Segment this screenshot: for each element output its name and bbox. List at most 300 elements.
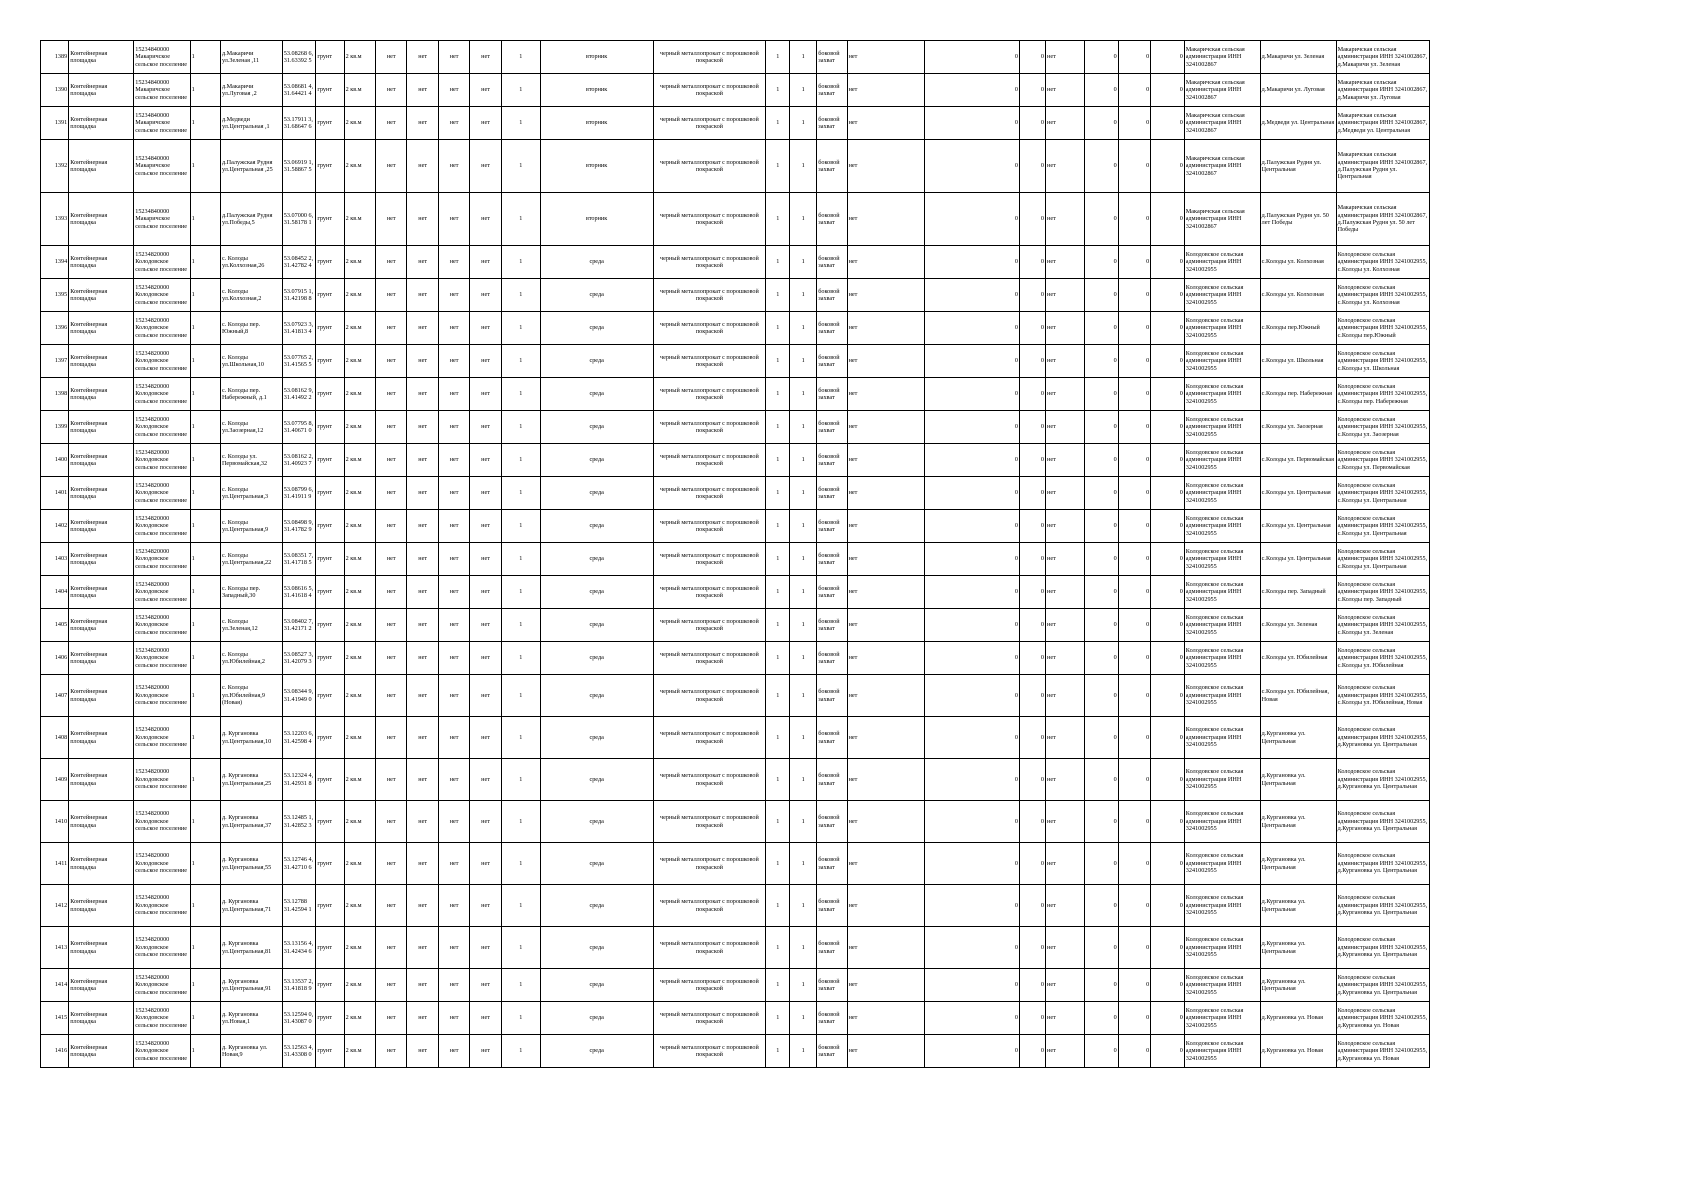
cell-container-material: черный металлопрокат с порошковой покраской [653, 543, 766, 576]
cell-description: Колодовское сельская администрация ИНН 3241002955, с.Колоды ул. Юбилейная, Новая [1336, 675, 1429, 717]
cell-yes-no-2: нет [1046, 1035, 1085, 1068]
cell-flag-2: нет [407, 675, 438, 717]
cell-flag-4: нет [470, 140, 501, 193]
cell-value-z5: 0 [1151, 801, 1185, 843]
cell-value-z3: 0 [1085, 759, 1119, 801]
cell-loading-type: боковой захват [817, 543, 847, 576]
cell-value-b: 1 [790, 543, 817, 576]
cell-row-number: 1396 [41, 312, 69, 345]
cell-description: Колодовское сельская администрация ИНН 3241002955, д.Кургановка ул. Центральная [1336, 759, 1429, 801]
cell-flag-1: нет [376, 1035, 407, 1068]
cell-row-number: 1394 [41, 246, 69, 279]
cell-description: Колодовское сельская администрация ИНН 3241002955, с.Колоды ул. Заозерная [1336, 411, 1429, 444]
cell-value-a: 1 [766, 759, 790, 801]
cell-value-z5: 0 [1151, 477, 1185, 510]
cell-value-b: 1 [790, 444, 817, 477]
cell-value-z5: 0 [1151, 759, 1185, 801]
cell-collection-day: среда [540, 444, 653, 477]
cell-description: Макаричская сельская администрация ИНН 3241002867, д.Медведи ул. Центральная [1336, 107, 1429, 140]
cell-loading-type: боковой захват [817, 759, 847, 801]
cell-value-b: 1 [790, 279, 817, 312]
cell-value-z5: 0 [1151, 609, 1185, 642]
table-row [41, 1035, 1430, 1068]
cell-value-b: 1 [790, 801, 817, 843]
cell-value-z3: 0 [1085, 193, 1119, 246]
cell-value-a: 1 [766, 246, 790, 279]
cell-flag-4: нет [470, 717, 501, 759]
cell-yes-no-2: нет [1046, 444, 1085, 477]
cell-container-material: черный металлопрокат с порошковой покраской [653, 609, 766, 642]
cell-value-z5: 0 [1151, 345, 1185, 378]
cell-owner: Колодовское сельская администрация ИНН 3241002955 [1184, 279, 1260, 312]
cell-container-material: черный металлопрокат с порошковой покраской [653, 193, 766, 246]
cell-flag-2: нет [407, 312, 438, 345]
cell-yes-no-2: нет [1046, 411, 1085, 444]
cell-value-z1: 0 [924, 477, 1019, 510]
cell-value-z2: 0 [1020, 1002, 1046, 1035]
cell-facility-type: Контейнерная площадка [69, 411, 134, 444]
cell-owner: Колодовское сельская администрация ИНН 3241002955 [1184, 246, 1260, 279]
cell-collection-day: среда [540, 510, 653, 543]
cell-source-address: с.Колоды ул. Колхозная [1260, 279, 1336, 312]
cell-area: 2 кв.м [344, 378, 375, 411]
cell-yes-no-2: нет [1046, 246, 1085, 279]
cell-container-count: 1 [501, 74, 540, 107]
cell-address: д. Кургановка ул.Центральная,55 [220, 843, 282, 885]
cell-source-address: д.Кургановка ул. Новая [1260, 1002, 1336, 1035]
cell-owner: Колодовское сельская администрация ИНН 3241002955 [1184, 345, 1260, 378]
table-row [41, 675, 1430, 717]
cell-flag-4: нет [470, 510, 501, 543]
cell-flag-2: нет [407, 717, 438, 759]
cell-count-flag: 1 [190, 576, 220, 609]
cell-container-material: черный металлопрокат с порошковой покраской [653, 411, 766, 444]
cell-area: 2 кв.м [344, 759, 375, 801]
cell-value-z2: 0 [1020, 885, 1046, 927]
cell-area: 2 кв.м [344, 927, 375, 969]
cell-flag-3: нет [438, 74, 469, 107]
cell-loading-type: боковой захват [817, 609, 847, 642]
cell-surface: грунт [316, 759, 344, 801]
cell-collection-day: вторник [540, 41, 653, 74]
cell-row-number: 1407 [41, 675, 69, 717]
cell-coordinates: 53.08527 3, 31.42079 3 [282, 642, 316, 675]
cell-settlement: 15234820000 Колодовское сельское поселение [134, 717, 190, 759]
cell-loading-type: боковой захват [817, 801, 847, 843]
cell-value-z5: 0 [1151, 378, 1185, 411]
cell-surface: грунт [316, 312, 344, 345]
cell-flag-4: нет [470, 885, 501, 927]
cell-value-a: 1 [766, 843, 790, 885]
cell-surface: грунт [316, 576, 344, 609]
cell-facility-type: Контейнерная площадка [69, 801, 134, 843]
cell-yes-no-2: нет [1046, 279, 1085, 312]
cell-loading-type: боковой захват [817, 140, 847, 193]
cell-yes-no: нет [847, 246, 924, 279]
cell-flag-4: нет [470, 378, 501, 411]
table-row [41, 107, 1430, 140]
cell-value-z1: 0 [924, 969, 1019, 1002]
cell-loading-type: боковой захват [817, 885, 847, 927]
cell-value-b: 1 [790, 74, 817, 107]
cell-yes-no-2: нет [1046, 969, 1085, 1002]
cell-container-material: черный металлопрокат с порошковой покраской [653, 246, 766, 279]
cell-coordinates: 53.12788 31.42594 1 [282, 885, 316, 927]
cell-container-count: 1 [501, 107, 540, 140]
cell-flag-2: нет [407, 1002, 438, 1035]
cell-count-flag: 1 [190, 642, 220, 675]
cell-settlement: 15234820000 Колодовское сельское поселение [134, 675, 190, 717]
cell-count-flag: 1 [190, 107, 220, 140]
table-row [41, 312, 1430, 345]
cell-settlement: 15234820000 Колодовское сельское поселение [134, 378, 190, 411]
cell-flag-4: нет [470, 411, 501, 444]
cell-flag-3: нет [438, 642, 469, 675]
cell-description: Макаричская сельская администрация ИНН 3241002867, д.Макаричи ул. Зеленая [1336, 41, 1429, 74]
cell-loading-type: боковой захват [817, 675, 847, 717]
cell-owner: Колодовское сельская администрация ИНН 3241002955 [1184, 543, 1260, 576]
cell-yes-no-2: нет [1046, 609, 1085, 642]
cell-value-z4: 0 [1118, 759, 1151, 801]
cell-row-number: 1389 [41, 41, 69, 74]
cell-flag-4: нет [470, 246, 501, 279]
cell-address: д.Макаричи ул.Зеленая ,11 [220, 41, 282, 74]
cell-value-z3: 0 [1085, 74, 1119, 107]
cell-address: с. Колоды ул.Центральная,3 [220, 477, 282, 510]
cell-flag-2: нет [407, 41, 438, 74]
cell-container-material: черный металлопрокат с порошковой покраской [653, 969, 766, 1002]
cell-value-b: 1 [790, 107, 817, 140]
cell-value-z5: 0 [1151, 444, 1185, 477]
cell-container-material: черный металлопрокат с порошковой покраской [653, 41, 766, 74]
cell-value-a: 1 [766, 642, 790, 675]
cell-value-z5: 0 [1151, 510, 1185, 543]
cell-area: 2 кв.м [344, 74, 375, 107]
cell-owner: Колодовское сельская администрация ИНН 3241002955 [1184, 759, 1260, 801]
cell-flag-4: нет [470, 801, 501, 843]
cell-yes-no: нет [847, 1002, 924, 1035]
cell-container-material: черный металлопрокат с порошковой покраской [653, 477, 766, 510]
cell-coordinates: 53.17911 3, 31.68647 6 [282, 107, 316, 140]
cell-address: с. Колоды ул.Колхозная,2 [220, 279, 282, 312]
cell-source-address: д.Кургановка ул. Новая [1260, 1035, 1336, 1068]
cell-flag-1: нет [376, 1002, 407, 1035]
cell-area: 2 кв.м [344, 411, 375, 444]
cell-container-count: 1 [501, 843, 540, 885]
cell-value-z1: 0 [924, 717, 1019, 759]
cell-flag-1: нет [376, 969, 407, 1002]
cell-value-z4: 0 [1118, 312, 1151, 345]
table-row [41, 717, 1430, 759]
cell-flag-1: нет [376, 74, 407, 107]
cell-flag-3: нет [438, 140, 469, 193]
table-row [41, 1002, 1430, 1035]
cell-yes-no: нет [847, 477, 924, 510]
cell-container-material: черный металлопрокат с порошковой покраской [653, 885, 766, 927]
cell-address: с. Колоды пер. Набережный, д.1 [220, 378, 282, 411]
cell-yes-no-2: нет [1046, 107, 1085, 140]
cell-value-z4: 0 [1118, 345, 1151, 378]
cell-flag-4: нет [470, 193, 501, 246]
cell-container-count: 1 [501, 378, 540, 411]
cell-value-z1: 0 [924, 675, 1019, 717]
cell-owner: Колодовское сельская администрация ИНН 3241002955 [1184, 642, 1260, 675]
cell-row-number: 1415 [41, 1002, 69, 1035]
cell-address: с. Колоды ул.Зеленая,12 [220, 609, 282, 642]
cell-source-address: д.Палужская Рудня ул. Центральная [1260, 140, 1336, 193]
cell-owner: Колодовское сельская администрация ИНН 3241002955 [1184, 444, 1260, 477]
cell-value-a: 1 [766, 510, 790, 543]
table-row [41, 642, 1430, 675]
cell-loading-type: боковой захват [817, 107, 847, 140]
cell-surface: грунт [316, 969, 344, 1002]
cell-collection-day: среда [540, 411, 653, 444]
cell-facility-type: Контейнерная площадка [69, 444, 134, 477]
cell-facility-type: Контейнерная площадка [69, 378, 134, 411]
cell-value-z2: 0 [1020, 279, 1046, 312]
cell-flag-1: нет [376, 642, 407, 675]
cell-count-flag: 1 [190, 843, 220, 885]
cell-container-material: черный металлопрокат с порошковой покраской [653, 1035, 766, 1068]
cell-collection-day: среда [540, 1002, 653, 1035]
cell-flag-3: нет [438, 246, 469, 279]
cell-area: 2 кв.м [344, 801, 375, 843]
cell-loading-type: боковой захват [817, 927, 847, 969]
cell-container-count: 1 [501, 885, 540, 927]
cell-description: Колодовское сельская администрация ИНН 3241002955, д.Кургановка ул. Центральная [1336, 969, 1429, 1002]
cell-loading-type: боковой захват [817, 843, 847, 885]
cell-flag-2: нет [407, 510, 438, 543]
cell-value-a: 1 [766, 927, 790, 969]
cell-value-a: 1 [766, 378, 790, 411]
cell-value-z4: 0 [1118, 378, 1151, 411]
cell-count-flag: 1 [190, 193, 220, 246]
cell-description: Колодовское сельская администрация ИНН 3241002955, с.Колоды пер.Южный [1336, 312, 1429, 345]
cell-source-address: д.Кургановка ул. Центральная [1260, 759, 1336, 801]
cell-value-z2: 0 [1020, 107, 1046, 140]
cell-container-material: черный металлопрокат с порошковой покраской [653, 312, 766, 345]
table-row [41, 609, 1430, 642]
cell-address: д. Кургановка ул.Центральная,37 [220, 801, 282, 843]
cell-coordinates: 53.12594 0, 31.43087 0 [282, 1002, 316, 1035]
cell-surface: грунт [316, 843, 344, 885]
cell-flag-1: нет [376, 675, 407, 717]
cell-area: 2 кв.м [344, 885, 375, 927]
cell-value-z2: 0 [1020, 759, 1046, 801]
cell-flag-4: нет [470, 345, 501, 378]
cell-flag-2: нет [407, 477, 438, 510]
cell-container-material: черный металлопрокат с порошковой покраской [653, 345, 766, 378]
cell-container-material: черный металлопрокат с порошковой покраской [653, 107, 766, 140]
cell-flag-3: нет [438, 843, 469, 885]
cell-collection-day: среда [540, 345, 653, 378]
cell-loading-type: боковой захват [817, 41, 847, 74]
cell-settlement: 15234840000 Макаричское сельское поселение [134, 107, 190, 140]
cell-row-number: 1405 [41, 609, 69, 642]
table-row [41, 411, 1430, 444]
cell-surface: грунт [316, 1002, 344, 1035]
cell-settlement: 15234820000 Колодовское сельское поселение [134, 1035, 190, 1068]
cell-owner: Колодовское сельская администрация ИНН 3241002955 [1184, 885, 1260, 927]
cell-address: д. Кургановка ул.Центральная,81 [220, 927, 282, 969]
cell-value-a: 1 [766, 609, 790, 642]
cell-value-z2: 0 [1020, 543, 1046, 576]
cell-flag-1: нет [376, 41, 407, 74]
cell-container-count: 1 [501, 543, 540, 576]
cell-address: с. Колоды ул.Школьная,10 [220, 345, 282, 378]
cell-coordinates: 53.07765 2, 31.41565 5 [282, 345, 316, 378]
cell-value-b: 1 [790, 1035, 817, 1068]
cell-facility-type: Контейнерная площадка [69, 345, 134, 378]
cell-yes-no: нет [847, 345, 924, 378]
cell-value-z2: 0 [1020, 246, 1046, 279]
cell-source-address: д.Палужская Рудня ул. 50 лет Победы [1260, 193, 1336, 246]
table-row [41, 246, 1430, 279]
cell-count-flag: 1 [190, 759, 220, 801]
cell-container-count: 1 [501, 41, 540, 74]
cell-surface: грунт [316, 609, 344, 642]
cell-area: 2 кв.м [344, 246, 375, 279]
cell-flag-2: нет [407, 543, 438, 576]
cell-description: Макаричская сельская администрация ИНН 3241002867, д.Палужская Рудня ул. Центральная [1336, 140, 1429, 193]
cell-facility-type: Контейнерная площадка [69, 576, 134, 609]
cell-settlement: 15234840000 Макаричское сельское поселение [134, 140, 190, 193]
cell-coordinates: 53.13156 4, 31.42434 6 [282, 927, 316, 969]
cell-value-z1: 0 [924, 411, 1019, 444]
cell-flag-3: нет [438, 312, 469, 345]
cell-value-z3: 0 [1085, 969, 1119, 1002]
cell-flag-1: нет [376, 510, 407, 543]
cell-flag-3: нет [438, 411, 469, 444]
cell-value-b: 1 [790, 193, 817, 246]
cell-settlement: 15234820000 Колодовское сельское поселение [134, 1002, 190, 1035]
cell-owner: Колодовское сельская администрация ИНН 3241002955 [1184, 717, 1260, 759]
cell-yes-no: нет [847, 1035, 924, 1068]
cell-value-z4: 0 [1118, 107, 1151, 140]
cell-value-z4: 0 [1118, 74, 1151, 107]
cell-surface: грунт [316, 246, 344, 279]
cell-address: д.Палужская Рудня ул.Победы,5 [220, 193, 282, 246]
cell-source-address: д.Кургановка ул. Центральная [1260, 885, 1336, 927]
cell-value-z5: 0 [1151, 885, 1185, 927]
cell-value-z2: 0 [1020, 510, 1046, 543]
cell-value-z1: 0 [924, 543, 1019, 576]
cell-row-number: 1416 [41, 1035, 69, 1068]
cell-flag-1: нет [376, 927, 407, 969]
cell-value-z2: 0 [1020, 411, 1046, 444]
cell-flag-3: нет [438, 576, 469, 609]
cell-settlement: 15234820000 Колодовское сельское поселение [134, 576, 190, 609]
cell-description: Колодовское сельская администрация ИНН 3241002955, с.Колоды ул. Центральная [1336, 543, 1429, 576]
cell-source-address: с.Колоды ул. Школьная [1260, 345, 1336, 378]
cell-value-b: 1 [790, 843, 817, 885]
cell-value-z2: 0 [1020, 193, 1046, 246]
cell-surface: грунт [316, 378, 344, 411]
cell-flag-2: нет [407, 140, 438, 193]
cell-source-address: д.Кургановка ул. Центральная [1260, 927, 1336, 969]
cell-flag-4: нет [470, 927, 501, 969]
cell-yes-no-2: нет [1046, 312, 1085, 345]
cell-yes-no: нет [847, 885, 924, 927]
cell-area: 2 кв.м [344, 477, 375, 510]
cell-count-flag: 1 [190, 41, 220, 74]
cell-value-z4: 0 [1118, 1002, 1151, 1035]
cell-value-z1: 0 [924, 107, 1019, 140]
cell-container-material: черный металлопрокат с порошковой покраской [653, 675, 766, 717]
cell-area: 2 кв.м [344, 41, 375, 74]
cell-flag-1: нет [376, 345, 407, 378]
cell-loading-type: боковой захват [817, 717, 847, 759]
cell-flag-3: нет [438, 927, 469, 969]
cell-address: с. Колоды ул.Юбилейная,2 [220, 642, 282, 675]
cell-value-z2: 0 [1020, 609, 1046, 642]
cell-flag-2: нет [407, 576, 438, 609]
cell-flag-3: нет [438, 675, 469, 717]
cell-flag-1: нет [376, 477, 407, 510]
cell-value-z3: 0 [1085, 312, 1119, 345]
cell-container-material: черный металлопрокат с порошковой покраской [653, 140, 766, 193]
cell-surface: грунт [316, 717, 344, 759]
cell-value-z5: 0 [1151, 193, 1185, 246]
cell-collection-day: среда [540, 675, 653, 717]
cell-description: Колодовское сельская администрация ИНН 3241002955, с.Колоды ул. Колхозная [1336, 279, 1429, 312]
cell-value-z1: 0 [924, 510, 1019, 543]
cell-owner: Макаричская сельская администрация ИНН 3241002867 [1184, 74, 1260, 107]
cell-surface: грунт [316, 927, 344, 969]
cell-value-a: 1 [766, 74, 790, 107]
cell-flag-4: нет [470, 1002, 501, 1035]
cell-flag-4: нет [470, 107, 501, 140]
cell-container-count: 1 [501, 193, 540, 246]
cell-flag-2: нет [407, 345, 438, 378]
cell-value-z1: 0 [924, 312, 1019, 345]
cell-container-count: 1 [501, 510, 540, 543]
cell-value-z3: 0 [1085, 927, 1119, 969]
cell-count-flag: 1 [190, 279, 220, 312]
cell-surface: грунт [316, 140, 344, 193]
cell-flag-4: нет [470, 576, 501, 609]
cell-container-material: черный металлопрокат с порошковой покраской [653, 444, 766, 477]
cell-value-z1: 0 [924, 193, 1019, 246]
cell-settlement: 15234820000 Колодовское сельское поселение [134, 759, 190, 801]
cell-settlement: 15234820000 Колодовское сельское поселение [134, 345, 190, 378]
cell-yes-no-2: нет [1046, 41, 1085, 74]
cell-description: Колодовское сельская администрация ИНН 3241002955, с.Колоды ул. Центральная [1336, 510, 1429, 543]
cell-yes-no: нет [847, 717, 924, 759]
cell-address: д. Кургановка ул.Центральная,10 [220, 717, 282, 759]
cell-flag-4: нет [470, 642, 501, 675]
cell-value-z4: 0 [1118, 140, 1151, 193]
cell-value-z5: 0 [1151, 279, 1185, 312]
cell-surface: грунт [316, 885, 344, 927]
cell-value-z2: 0 [1020, 576, 1046, 609]
cell-collection-day: среда [540, 279, 653, 312]
cell-area: 2 кв.м [344, 444, 375, 477]
cell-flag-1: нет [376, 801, 407, 843]
cell-flag-2: нет [407, 378, 438, 411]
cell-value-b: 1 [790, 969, 817, 1002]
cell-value-z5: 0 [1151, 312, 1185, 345]
cell-source-address: д.Кургановка ул. Центральная [1260, 969, 1336, 1002]
cell-container-count: 1 [501, 477, 540, 510]
cell-value-z4: 0 [1118, 246, 1151, 279]
cell-description: Колодовское сельская администрация ИНН 3241002955, д.Кургановка ул. Новая [1336, 1002, 1429, 1035]
cell-row-number: 1400 [41, 444, 69, 477]
cell-description: Колодовское сельская администрация ИНН 3241002955, с.Колоды ул. Центральная [1336, 477, 1429, 510]
cell-description: Колодовское сельская администрация ИНН 3241002955, с.Колоды ул. Зеленая [1336, 609, 1429, 642]
cell-flag-2: нет [407, 885, 438, 927]
cell-description: Колодовское сельская администрация ИНН 3241002955, с.Колоды ул. Первомайская [1336, 444, 1429, 477]
